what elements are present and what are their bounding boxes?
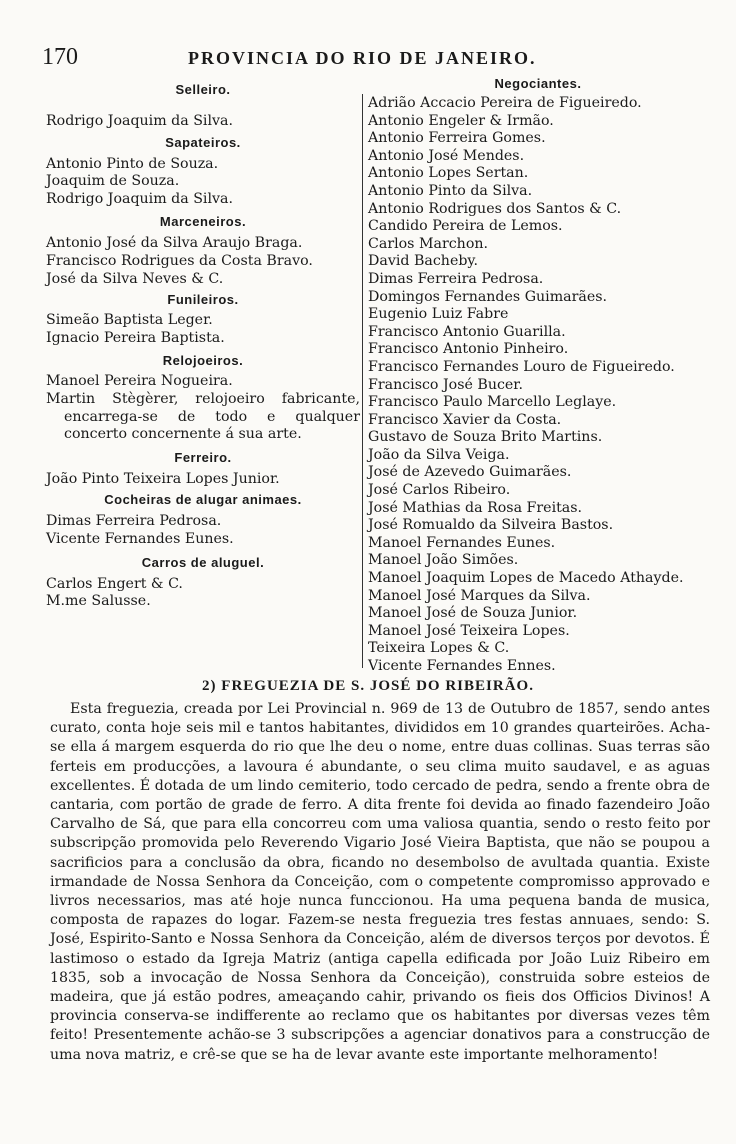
merchant-entry: Francisco Antonio Pinheiro. <box>368 341 569 358</box>
merchant-entry: José Mathias da Rosa Freitas. <box>368 499 583 516</box>
directory-entry: Antonio José da Silva Araujo Braga. <box>46 235 303 252</box>
merchant-entry: Manoel Joaquim Lopes de Macedo Athayde. <box>368 570 684 587</box>
merchant-entry: Manoel José de Souza Junior. <box>368 605 578 622</box>
section-body: Esta freguezia, creada por Lei Provincial n. 969 de 13 de Outubro de 1857, sendo antes curato, conta hoje seis mil e tantos habitantes, divididos em 10 grandes quarteirões. Acha-se ella á margem esquerda do rio que lhe deu o nome, entre duas collinas. Suas terras são ferteis em producções, a lavoura é abundante, o seu clima muito saudavel, e as aguas excellentes. É dotada de um lindo cemiterio, todo cercado de pedra, sendo a frente obra de cantaria, com portão de grade de ferro. A dita frente foi devida ao finado fazendeiro João Carvalho de Sá, que para ella concorreu com uma valiosa quantia, sendo o resto feito por subscripção promovida pelo Reverendo Vigario José Vieira Baptista, que não se poupou a sacrificios para a conclusão da obra, ficando no desembolso de avultada quantia. Existe irmandade de Nossa Senhora da Conceição, com o competente compromisso approvado e livros necessarios, mas até hoje nunca funccionou. Ha uma pequena banda de musica, composta de rapazes do logar. Fazem-se nesta freguezia tres festas annuaes, sendo: S. José, Espirito-Santo e Nossa Senhora da Conceição, além de diversos terços por devotos. É lastimoso o estado da Igreja Matriz (antiga capella edificada por João Luiz Ribeiro em 1835, sob a invocação de Nossa Senhora da Conceição), construida sobre esteios de madeira, que já estão podres, ameaçando cahir, privando os fieis dos Officios Divinos! A provincia conserva-se indifferente ao reclamo que os habitantes por diversas vezes têm feito! Presentemente achão-se 3 subscripções a agenciar donativos para a construcção de uma nova matriz, e crê-se que se ha de levar avante este importante melhoramento! <box>50 701 710 1063</box>
merchant-entry: Antonio Pinto da Silva. <box>368 182 533 199</box>
directory-group <box>46 135 360 209</box>
merchant-entry: Antonio Lopes Sertan. <box>368 165 529 182</box>
running-header <box>38 44 706 74</box>
page-number: 170 <box>42 44 78 70</box>
directory-entry: Francisco Rodrigues da Costa Bravo. <box>46 252 313 269</box>
merchant-entry: Manoel João Simões. <box>368 552 519 569</box>
directory-group <box>46 492 360 548</box>
directory-entry: Ignacio Pereira Baptista. <box>46 329 225 346</box>
column-divider <box>362 94 363 668</box>
merchant-entry: Francisco Xavier da Costa. <box>368 411 562 428</box>
directory-entry: Rodrigo Joaquim da Silva. <box>46 190 233 207</box>
merchant-entry: Francisco Antonio Guarilla. <box>368 323 566 340</box>
directory-entry: Simeão Baptista Leger. <box>46 312 213 329</box>
directory-group <box>46 450 360 489</box>
merchant-entry: Gustavo de Souza Brito Martins. <box>368 429 603 446</box>
section-title: 2) FREGUEZIA DE S. JOSÉ DO RIBEIRÃO. <box>202 678 534 694</box>
directory-entry: Martin Stègèrer, relojoeiro fabricante, encarrega-se de todo e qualquer concerto concernente á sua arte. <box>46 390 360 443</box>
group-heading: Ferreiro. <box>174 449 232 465</box>
merchant-entry: Francisco Paulo Marcello Leglaye. <box>368 394 617 411</box>
directory-entry: Manoel Pereira Nogueira. <box>46 373 233 390</box>
directory-group <box>46 82 360 131</box>
group-heading: Funileiros. <box>167 292 239 308</box>
directory-entry: Rodrigo Joaquim da Silva. <box>46 113 233 129</box>
running-title: PROVINCIA DO RIO DE JANEIRO. <box>188 48 537 68</box>
directory-group <box>46 353 360 443</box>
merchant-entry: Antonio Ferreira Gomes. <box>368 130 546 147</box>
merchant-entry: Carlos Marchon. <box>368 235 489 252</box>
directory-group <box>46 555 360 611</box>
merchant-entry: José Romualdo da Silveira Bastos. <box>368 517 614 534</box>
merchant-entry: David Bacheby. <box>368 253 479 270</box>
merchant-entry: Antonio Engeler & Irmão. <box>368 112 554 129</box>
directory-group <box>46 292 360 347</box>
merchant-entry: José de Azevedo Guimarães. <box>368 464 572 481</box>
right-column <box>368 76 708 676</box>
merchant-entry: Eugenio Luiz Fabre <box>368 306 509 323</box>
merchant-entry: Antonio José Mendes. <box>368 147 525 164</box>
merchant-entry: Vicente Fernandes Ennes. <box>368 658 556 674</box>
merchant-entry: Manoel Fernandes Eunes. <box>368 534 556 551</box>
merchant-entry: Manoel José Teixeira Lopes. <box>368 622 570 639</box>
directory-entry: Carlos Engert & C. <box>46 575 183 592</box>
group-heading: Relojoeiros. <box>162 353 244 369</box>
directory-entry: José da Silva Neves & C. <box>46 270 224 287</box>
directory-entry: Vicente Fernandes Eunes. <box>46 530 234 547</box>
merchant-entry: Francisco Fernandes Louro de Figueiredo. <box>368 358 675 375</box>
merchant-entry: Manoel José Marques da Silva. <box>368 587 591 604</box>
directory-entry: M.me Salusse. <box>46 593 151 610</box>
merchant-entry: Teixeira Lopes & C. <box>368 640 510 657</box>
group-heading: Carros de aluguel. <box>141 554 265 570</box>
directory-entry: João Pinto Teixeira Lopes Junior. <box>46 470 280 487</box>
merchant-entry: Francisco José Bucer. <box>368 376 524 393</box>
group-heading: Sapateiros. <box>165 134 241 150</box>
group-heading: Marceneiros. <box>159 214 247 230</box>
merchant-entry: Antonio Rodrigues dos Santos & C. <box>368 200 622 217</box>
left-column <box>46 76 360 611</box>
directory-entry: Joaquim de Souza. <box>46 173 180 190</box>
merchant-entry: José Carlos Ribeiro. <box>368 482 511 499</box>
directory-group <box>46 214 360 288</box>
merchant-entry: João da Silva Veiga. <box>368 446 510 463</box>
merchant-list <box>368 95 708 676</box>
merchant-entry: Domingos Fernandes Guimarães. <box>368 288 608 305</box>
group-heading: Selleiro. <box>175 82 231 97</box>
directory-entry: Antonio Pinto de Souza. <box>46 155 219 172</box>
merchant-entry: Candido Pereira de Lemos. <box>368 218 563 235</box>
merchant-entry: Dimas Ferreira Pedrosa. <box>368 270 544 287</box>
directory-entry: Dimas Ferreira Pedrosa. <box>46 513 222 530</box>
group-heading: Negociantes. <box>494 76 582 91</box>
merchant-entry: Adrião Accacio Pereira de Figueiredo. <box>368 95 642 111</box>
group-heading: Cocheiras de alugar animaes. <box>104 492 302 508</box>
